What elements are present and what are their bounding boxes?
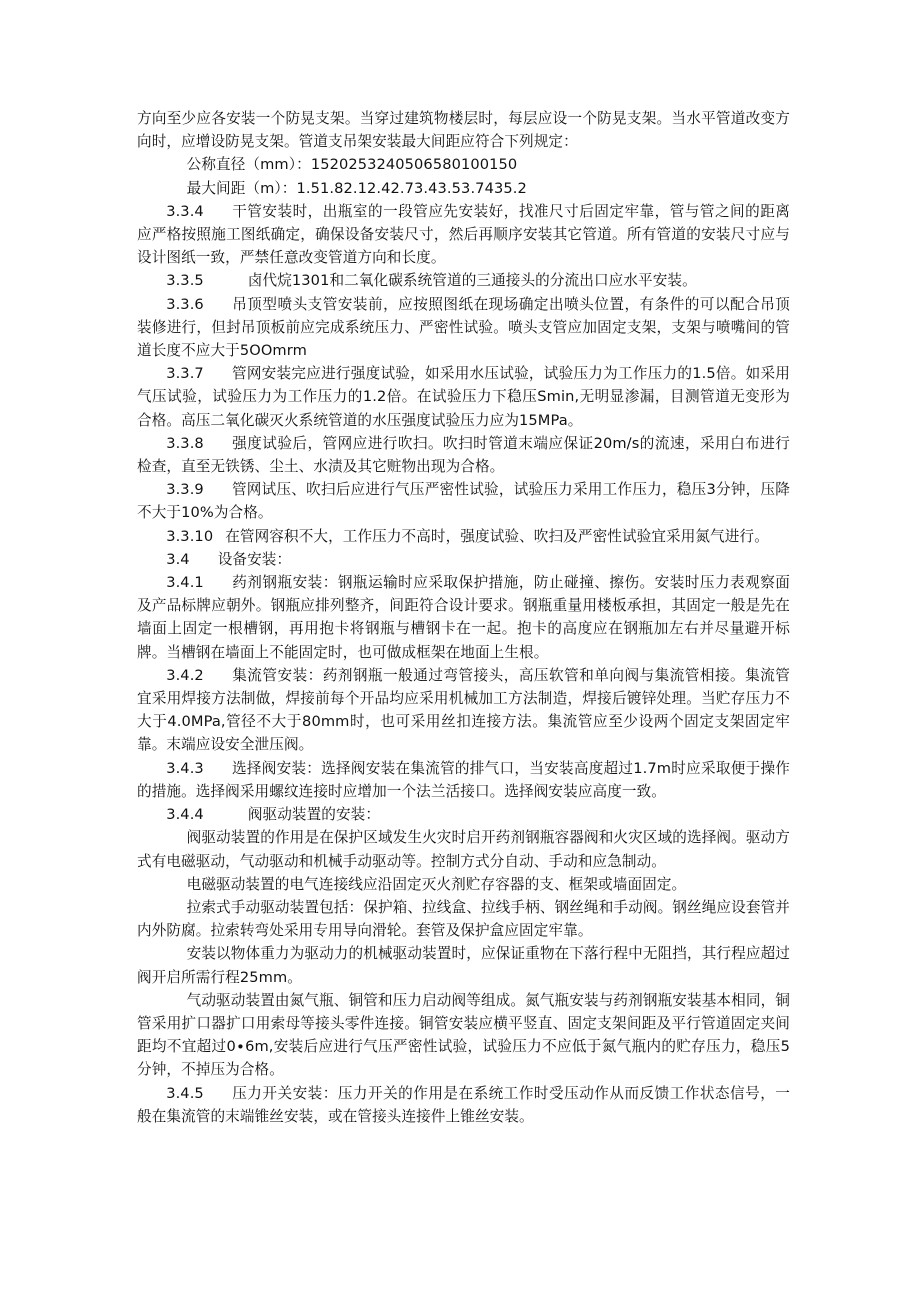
clause-number: 3.4.2 (166, 666, 204, 684)
paragraph-gravity-driver: 安装以物体重力为驱动力的机械驱动装置时，应保证重物在下落行程中无阻挡，其行程应超过阀开启所需行程25mm。 (137, 945, 790, 986)
clause-3-3-8 (137, 432, 790, 478)
clause-number: 3.4 (166, 550, 190, 568)
clause-text: 管网安装完应进行强度试验，如采用水压试验，试验压力为工作压力的1.5倍。如采用气压试验，试验压力为工作压力的1.2倍。在试验压力下稳压Smin,无明显渗漏，目测管道无变形为合格。高压二氧化碳灭火系统管道的水压强度试验压力应为15MPa。 (137, 365, 790, 429)
clause-3-4-2 (137, 664, 790, 757)
clause-3-4-3 (137, 757, 790, 803)
clause-3-3-10 (137, 525, 790, 548)
clause-text: 集流管安装：药剂钢瓶一般通过弯管接头，高压软管和单向阀与集流管相接。集流管宜采用焊接方法制做，焊接前每个开品均应采用机械加工方法制造，焊接后镀锌处理。当贮存压力不大于4.0MPa,管径不大于80mm时，也可采用丝扣连接方法。集流管应至少设两个固定支架固定牢靠。末端应设安全泄压阀。 (137, 666, 790, 754)
clause-3-4 (137, 548, 790, 571)
clause-3-3-6 (137, 293, 790, 363)
clause-text: 压力开关安装：压力开关的作用是在系统工作时受压动作从而反馈工作状态信号，一般在集流管的末端锥丝安装，或在管接头连接件上锥丝安装。 (137, 1084, 790, 1125)
paragraph-valve-driver-purpose: 阀驱动装置的作用是在保护区域发生火灾时启开药剂钢瓶容器阀和火灾区域的选择阀。驱动方式有电磁驱动，气动驱动和机械手动驱动等。控制方式分自动、手动和应急制动。 (137, 829, 790, 870)
clause-text: 管网试压、吹扫后应进行气压严密性试验，试验压力采用工作压力，稳压3分钟，压降不大于10%为合格。 (137, 481, 790, 522)
clause-number: 3.3.5 (166, 272, 204, 290)
paragraph-pneumatic-driver: 气动驱动装置由氮气瓶、铜管和压力启动阀等组成。氮气瓶安装与药剂钢瓶安装基本相同，铜管采用扩口器扩口用索母等接头零件连接。铜管安装应横平竖直、固定支架间距及平行管道固定夹间距均不宜超过0∙6m,安装后应进行气压严密性试验，试验压力不应低于氮气瓶内的贮存压力，稳压5分钟，不掉压为合格。 (137, 991, 790, 1079)
paragraph-cable-manual-driver: 拉索式手动驱动装置包括：保护箱、拉线盒、拉线手柄、钢丝绳和手动阀。钢丝绳应设套管并内外防腐。拉索转弯处采用专用导向滑轮。套管及保护盒应固定牢靠。 (137, 898, 790, 940)
clause-3-3-4 (137, 200, 790, 270)
clause-number: 3.3.4 (166, 202, 204, 220)
paragraph-brace-spacing: 方向至少应各安装一个防晃支架。当穿过建筑物楼层时，每层应设一个防晃支架。当水平管道改变方向时，应增设防晃支架。管道支吊架安装最大间距应符合下列规定： (137, 110, 790, 151)
clause-3-4-4 (137, 803, 790, 826)
clause-number: 3.4.3 (166, 759, 204, 777)
clause-number: 3.3.8 (166, 434, 204, 452)
clause-number: 3.3.7 (166, 365, 204, 383)
clause-text: 强度试验后，管网应进行吹扫。吹扫时管道末端应保证20m∕s的流速，采用白布进行检查，直至无铁锈、尘土、水渍及其它赃物出现为合格。 (137, 434, 790, 476)
clause-text: 在管网容积不大，工作压力不高时，强度试验、吹扫及严密性试验宜采用氮气进行。 (225, 527, 769, 545)
clause-number: 3.3.9 (166, 481, 204, 499)
clause-text: 卤代烷1301和二氧化碳系统管道的三通接头的分流出口应水平安装。 (247, 272, 697, 290)
paragraph-max-spacing: 最大间距（m）：1.51.82.12.42.73.43.53.7435.2 (186, 179, 527, 197)
clause-3-4-5 (137, 1082, 790, 1128)
clause-3-4-1 (137, 571, 790, 664)
clause-number: 3.4.5 (166, 1084, 204, 1102)
paragraph-nominal-diameter: 公称直径（mm）：1520253240506580100150 (186, 156, 518, 174)
clause-number: 3.3.6 (166, 295, 204, 313)
clause-3-3-5 (137, 269, 790, 292)
clause-number: 3.3.10 (166, 527, 214, 545)
clause-text: 吊顶型喷头支管安装前，应按照图纸在现场确定出喷头位置，有条件的可以配合吊顶装修进行，但封吊顶板前应完成系统压力、严密性试验。喷头支管应加固定支架，支架与喷嘴间的管道长度不应大于5OOmrm (137, 295, 790, 360)
clause-text: 选择阀安装：选择阀安装在集流管的排气口，当安装高度超过1.7m时应采取便于操作的措施。选择阀采用螺纹连接时应增加一个法兰活接口。选择阀安装应高度一致。 (137, 759, 790, 800)
clause-3-3-9 (137, 478, 790, 524)
clause-text: 设备安装： (217, 550, 292, 568)
paragraph-electromagnetic-driver: 电磁驱动装置的电气连接线应沿固定灭火剂贮存容器的支、框架或墙面固定。 (186, 875, 687, 893)
clause-number: 3.4.4 (166, 806, 204, 824)
clause-3-3-7 (137, 362, 790, 432)
clause-number: 3.4.1 (166, 574, 204, 592)
clause-text: 干管安装时，出瓶室的一段管应先安装好，找准尺寸后固定牢靠，管与管之间的距离应严格按照施工图纸确定，确保设备安装尺寸，然后再顺序安装其它管道。所有管道的安装尺寸应与设计图纸一致，严禁任意改变管道方向和长度。 (137, 202, 790, 267)
clause-text: 阀驱动装置的安装： (247, 806, 381, 824)
clause-text: 药剂钢瓶安装：钢瓶运输时应采取保护措施，防止碰撞、擦伤。安装时压力表观察面及产品标牌应朝外。钢瓶应排列整齐，间距符合设计要求。钢瓶重量用楼板承担，其固定一般是先在墙面上固定一根槽钢，再用抱卡将钢瓶与槽钢卡在一起。抱卡的高度应在钢瓶加左右并尽量避开标牌。当槽钢在墙面上不能固定时，也可做成框架在地面上生根。 (137, 574, 790, 661)
document-page (137, 107, 790, 1128)
